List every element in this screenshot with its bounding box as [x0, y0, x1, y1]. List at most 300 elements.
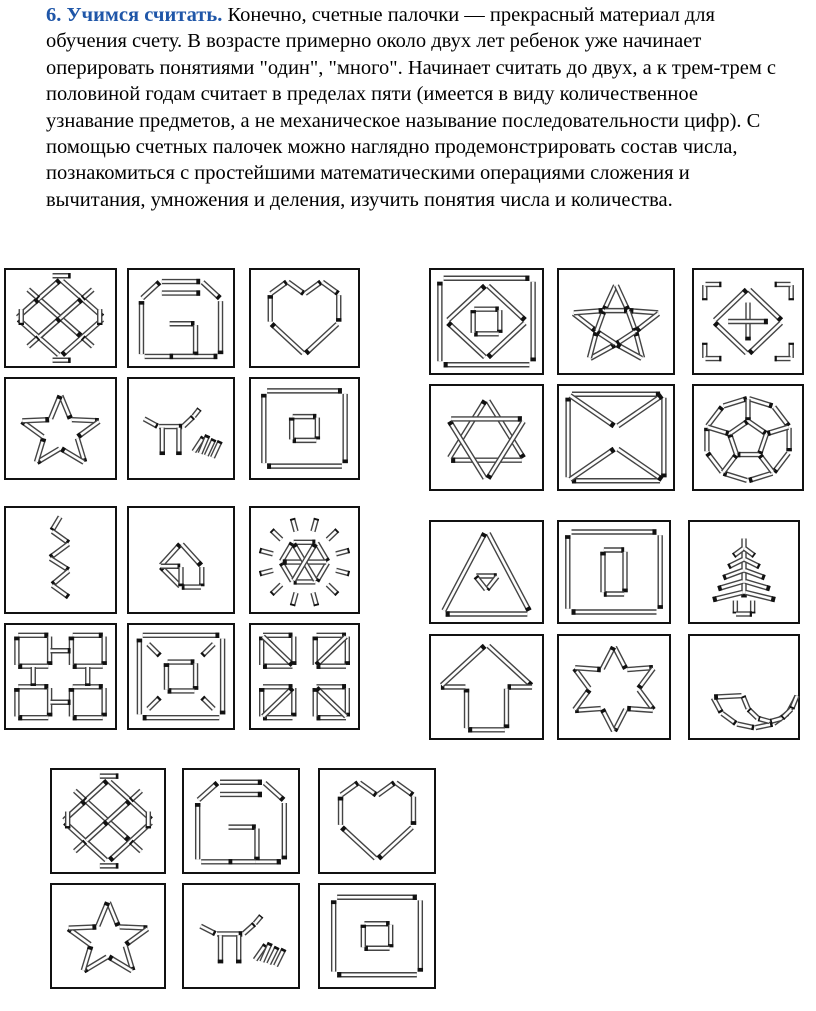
stick-head — [659, 477, 662, 479]
figure-six-point-star-drawing — [559, 636, 669, 738]
counting-stick — [639, 668, 654, 688]
stick-head — [276, 947, 277, 949]
figure-diamond-square-drawing — [431, 270, 542, 373]
counting-stick — [328, 585, 338, 594]
stick-head — [718, 588, 721, 589]
stick-head — [202, 654, 204, 656]
stick-head — [749, 479, 752, 480]
figure-heart — [249, 268, 360, 368]
figure-framed-square — [127, 623, 235, 730]
stick-head — [158, 698, 160, 700]
stick-head — [713, 599, 717, 600]
counting-stick — [98, 902, 108, 926]
counting-stick — [448, 323, 485, 357]
counting-stick — [715, 290, 747, 320]
stick-head — [634, 328, 635, 331]
counting-stick — [144, 419, 157, 426]
stick-head — [602, 709, 604, 712]
figure-nested-squares-2-drawing — [320, 885, 434, 987]
figure-house — [127, 268, 235, 368]
counting-stick — [342, 827, 376, 858]
counting-stick — [570, 396, 614, 426]
counting-stick — [730, 435, 736, 454]
counting-stick — [194, 409, 200, 416]
stick-head — [483, 533, 485, 536]
stick-head — [126, 837, 129, 840]
figure-triangle — [429, 520, 544, 624]
stick-head — [356, 783, 358, 785]
article-heading: 6. Учимся считать. — [46, 4, 223, 26]
counting-stick — [316, 688, 346, 716]
counting-stick — [737, 724, 754, 728]
counting-stick — [604, 285, 615, 309]
figure-heart-2 — [318, 768, 436, 874]
counting-stick — [715, 323, 747, 353]
figure-nested-squares-drawing — [251, 379, 358, 478]
counting-stick — [52, 531, 68, 542]
counting-stick — [723, 455, 736, 472]
counting-stick — [713, 592, 743, 599]
stick-head — [281, 798, 284, 800]
figure-maze — [249, 623, 360, 730]
stick-head — [749, 350, 752, 353]
figure-star — [4, 377, 117, 480]
stick-head — [749, 709, 750, 710]
figure-pentagon-star-drawing — [559, 270, 673, 373]
counting-stick — [50, 558, 68, 569]
counting-stick — [148, 644, 159, 655]
stick-head — [342, 827, 345, 830]
counting-stick — [86, 822, 107, 841]
stick-head — [757, 566, 759, 567]
stick-head — [59, 396, 60, 399]
counting-stick — [83, 338, 93, 347]
counting-stick — [272, 530, 282, 539]
figure-snowflake — [692, 268, 804, 375]
figure-bowtie — [557, 384, 675, 491]
stick-head — [202, 698, 204, 700]
counting-stick — [708, 453, 722, 472]
counting-stick — [708, 427, 729, 433]
counting-stick — [448, 286, 485, 320]
figure-nested-squares-2 — [318, 883, 436, 989]
stick-head — [374, 793, 376, 795]
counting-stick — [718, 581, 743, 588]
figure-lattice-2 — [50, 768, 166, 874]
figure-lattice-drawing — [6, 270, 115, 366]
stick-head — [253, 924, 254, 925]
counting-stick — [756, 724, 773, 728]
stick-head — [83, 338, 84, 339]
stick-head — [448, 323, 451, 326]
stick-head — [202, 437, 203, 439]
figure-crescent-drawing — [690, 636, 798, 738]
stick-head — [488, 354, 491, 357]
stick-head — [178, 544, 181, 547]
article-text — [46, 2, 791, 213]
stick-head — [378, 856, 381, 859]
stick-head — [269, 943, 270, 946]
stick-head — [587, 690, 589, 693]
counting-stick — [724, 399, 747, 406]
counting-stick — [602, 709, 613, 731]
stick-head — [482, 286, 485, 289]
stick-head — [83, 297, 84, 298]
stick-head — [603, 311, 604, 314]
figure-folded-shape — [127, 506, 235, 614]
counting-stick — [378, 783, 395, 795]
figure-dog-drawing — [129, 379, 233, 478]
counting-stick — [728, 559, 743, 566]
counting-stick — [341, 783, 358, 795]
stick-head — [527, 607, 529, 610]
figure-house-drawing — [129, 270, 233, 366]
counting-stick — [575, 668, 601, 670]
stick-head — [66, 595, 68, 597]
figure-dog-2 — [182, 883, 300, 989]
figure-fir-tree-drawing — [690, 522, 798, 622]
counting-stick — [575, 690, 590, 710]
counting-stick — [272, 324, 304, 353]
counting-stick — [730, 422, 747, 434]
counting-stick — [260, 570, 273, 573]
stick-head — [106, 902, 107, 905]
counting-stick — [745, 570, 765, 577]
stick-head — [192, 417, 193, 418]
stick-head — [272, 530, 273, 531]
figure-square-rect — [557, 520, 671, 624]
counting-stick — [202, 698, 213, 709]
stick-head — [316, 688, 319, 691]
stick-head — [476, 577, 477, 579]
counting-stick — [574, 311, 603, 313]
stick-head — [313, 544, 315, 547]
figure-framed-square-drawing — [129, 625, 233, 728]
counting-stick — [61, 396, 70, 419]
counting-stick — [336, 550, 349, 553]
stick-head — [708, 453, 710, 456]
counting-stick — [142, 282, 159, 298]
counting-stick — [627, 668, 653, 670]
figure-sun-drawing — [251, 508, 358, 612]
figure-triangle-drawing — [431, 522, 542, 622]
stick-head — [639, 685, 641, 688]
figure-sun — [249, 506, 360, 614]
figure-zigzag — [4, 506, 117, 614]
counting-stick — [616, 285, 627, 309]
counting-stick — [161, 544, 180, 565]
counting-stick — [614, 647, 625, 669]
stick-head — [294, 544, 296, 547]
stick-head — [283, 949, 284, 951]
counting-stick — [713, 698, 721, 713]
counting-stick — [313, 593, 317, 606]
counting-stick — [629, 311, 658, 313]
counting-stick — [749, 399, 772, 406]
stick-head — [753, 555, 754, 556]
counting-stick — [40, 319, 60, 337]
stick-head — [763, 432, 765, 434]
stick-head — [597, 332, 600, 334]
figure-house-2 — [182, 768, 300, 874]
counting-stick — [83, 290, 93, 299]
counting-stick — [272, 585, 282, 594]
counting-stick — [758, 719, 769, 722]
counting-stick — [292, 593, 296, 606]
counting-stick — [574, 314, 596, 331]
counting-stick — [597, 311, 604, 330]
counting-stick — [743, 696, 748, 708]
figure-star-2-drawing — [52, 885, 164, 987]
figure-heart-drawing — [251, 270, 358, 366]
stick-head — [392, 783, 394, 785]
stick-head — [723, 577, 726, 578]
counting-stick — [570, 449, 614, 479]
counting-stick — [336, 570, 349, 573]
counting-stick — [328, 530, 338, 539]
counting-stick — [255, 916, 261, 924]
stick-head — [43, 438, 44, 441]
figure-dog — [127, 377, 235, 480]
stick-head — [69, 415, 70, 418]
counting-stick — [51, 396, 60, 419]
stick-head — [715, 323, 718, 326]
stick-head — [319, 282, 321, 284]
stick-head — [306, 351, 309, 354]
stick-head — [336, 530, 337, 531]
figure-star-of-david-drawing — [431, 386, 542, 489]
counting-stick — [109, 801, 130, 820]
stick-head — [769, 405, 772, 406]
counting-stick — [708, 407, 722, 426]
figure-zigzag-drawing — [6, 508, 115, 612]
counting-stick — [260, 550, 273, 553]
counting-stick — [68, 929, 90, 945]
figure-lattice-2-drawing — [52, 770, 164, 872]
counting-stick — [281, 563, 292, 581]
counting-stick — [126, 929, 148, 945]
stick-head — [659, 396, 662, 398]
counting-stick — [614, 709, 625, 731]
stick-head — [117, 923, 118, 926]
counting-stick — [723, 570, 743, 577]
counting-stick — [639, 690, 654, 710]
stick-head — [213, 439, 214, 441]
stick-head — [264, 945, 265, 947]
stick-head — [78, 333, 81, 335]
stick-head — [326, 559, 328, 562]
counting-stick — [201, 926, 216, 934]
stick-head — [215, 783, 218, 785]
counting-stick — [628, 311, 635, 330]
stick-head — [272, 593, 273, 594]
figure-maze-drawing — [251, 625, 358, 728]
stick-head — [127, 801, 130, 804]
counting-stick — [86, 781, 107, 800]
stick-head — [290, 688, 293, 691]
counting-stick — [724, 473, 747, 480]
counting-stick — [760, 435, 766, 454]
counting-stick — [782, 709, 791, 718]
counting-stick — [317, 543, 328, 561]
stick-head — [157, 282, 159, 284]
stick-head — [90, 946, 91, 949]
stick-head — [84, 799, 85, 800]
stick-head — [450, 421, 452, 424]
stick-head — [720, 710, 721, 712]
counting-stick — [749, 422, 766, 434]
counting-stick — [359, 783, 376, 795]
counting-stick — [131, 791, 141, 800]
figure-bowtie-drawing — [559, 386, 673, 489]
counting-stick — [131, 842, 141, 851]
stick-head — [284, 282, 286, 284]
stick-head — [213, 933, 215, 934]
counting-stick — [244, 924, 254, 933]
counting-stick — [444, 533, 485, 610]
counting-stick — [745, 592, 775, 599]
counting-stick — [770, 719, 781, 722]
stick-head — [770, 724, 772, 725]
counting-stick — [618, 449, 662, 479]
stick-head — [110, 858, 113, 861]
counting-stick — [322, 282, 338, 293]
stick-head — [760, 451, 761, 454]
stick-head — [734, 555, 735, 556]
stick-head — [760, 455, 762, 457]
counting-stick — [317, 563, 328, 581]
stick-head — [260, 916, 261, 917]
counting-stick — [792, 696, 797, 708]
counting-stick — [306, 324, 338, 353]
counting-stick — [75, 791, 85, 800]
stick-head — [57, 319, 60, 321]
stick-head — [521, 454, 523, 457]
counting-stick — [305, 282, 321, 293]
counting-stick — [767, 427, 788, 433]
counting-stick — [617, 332, 635, 344]
figure-square-rect-drawing — [559, 522, 669, 622]
figure-folded-shape-drawing — [129, 508, 233, 612]
stick-head — [290, 662, 293, 665]
stick-head — [126, 942, 129, 944]
counting-stick — [602, 647, 613, 669]
stick-head — [743, 696, 744, 698]
stick-head — [131, 842, 132, 843]
figure-fir-tree — [688, 520, 800, 624]
stick-head — [611, 424, 614, 426]
counting-stick — [749, 290, 781, 320]
counting-stick — [263, 688, 293, 716]
stick-head — [766, 588, 769, 589]
counting-stick — [263, 637, 293, 665]
stick-head — [782, 717, 783, 718]
counting-stick — [161, 567, 180, 586]
counting-stick — [78, 421, 99, 436]
stick-head — [219, 441, 220, 443]
stick-head — [752, 727, 754, 728]
figure-four-squares-drawing — [6, 625, 115, 728]
counting-stick — [40, 280, 60, 298]
counting-stick — [183, 417, 193, 426]
counting-stick — [442, 646, 485, 685]
counting-stick — [75, 842, 85, 851]
figure-dog-2-drawing — [184, 885, 298, 987]
stick-head — [336, 292, 338, 294]
counting-stick — [636, 314, 658, 331]
stick-head — [482, 646, 485, 649]
figure-crescent — [688, 634, 800, 740]
counting-stick — [722, 713, 736, 723]
figure-arrow-drawing — [431, 636, 542, 738]
figure-star-2 — [50, 883, 166, 989]
counting-stick — [69, 927, 97, 928]
stick-head — [198, 562, 201, 565]
figure-pentagon-star — [557, 268, 675, 375]
counting-stick — [378, 827, 412, 858]
counting-stick — [597, 332, 615, 344]
stick-head — [734, 455, 736, 457]
counting-stick — [488, 286, 525, 320]
counting-stick — [182, 544, 201, 565]
counting-stick — [488, 533, 529, 610]
counting-stick — [22, 420, 49, 421]
figure-six-point-star — [557, 634, 671, 740]
figure-heart-2-drawing — [320, 770, 434, 872]
counting-stick — [52, 571, 68, 584]
counting-stick — [774, 407, 788, 426]
stick-head — [79, 300, 82, 302]
counting-stick — [575, 709, 601, 711]
stick-head — [207, 435, 208, 438]
stick-head — [104, 781, 107, 784]
stick-head — [217, 296, 219, 298]
stick-head — [744, 290, 747, 293]
stick-head — [762, 577, 765, 578]
figure-diamond-square — [429, 268, 544, 375]
counting-stick — [749, 709, 758, 718]
stick-head — [104, 822, 107, 825]
counting-stick — [292, 518, 296, 531]
counting-stick — [28, 290, 38, 299]
counting-stick — [52, 517, 60, 530]
counting-stick — [72, 420, 99, 421]
counting-stick — [202, 644, 213, 655]
counting-stick — [265, 783, 284, 800]
counting-stick — [199, 783, 218, 800]
stick-head — [78, 435, 81, 437]
counting-stick — [120, 927, 148, 928]
counting-stick — [488, 323, 525, 357]
stick-head — [336, 593, 337, 594]
stick-head — [410, 793, 412, 795]
counting-stick — [28, 338, 38, 347]
figure-flower-pentagon — [692, 384, 804, 491]
stick-head — [745, 422, 747, 424]
counting-stick — [313, 518, 317, 531]
stick-head — [522, 317, 525, 320]
counting-stick — [288, 282, 304, 293]
counting-stick — [575, 668, 590, 688]
stick-head — [726, 433, 729, 434]
counting-stick — [488, 646, 531, 685]
stick-head — [730, 435, 731, 438]
stick-head — [281, 563, 283, 566]
stick-head — [316, 662, 319, 665]
figure-lattice — [4, 268, 117, 368]
stick-head — [84, 842, 85, 843]
counting-stick — [281, 543, 292, 561]
